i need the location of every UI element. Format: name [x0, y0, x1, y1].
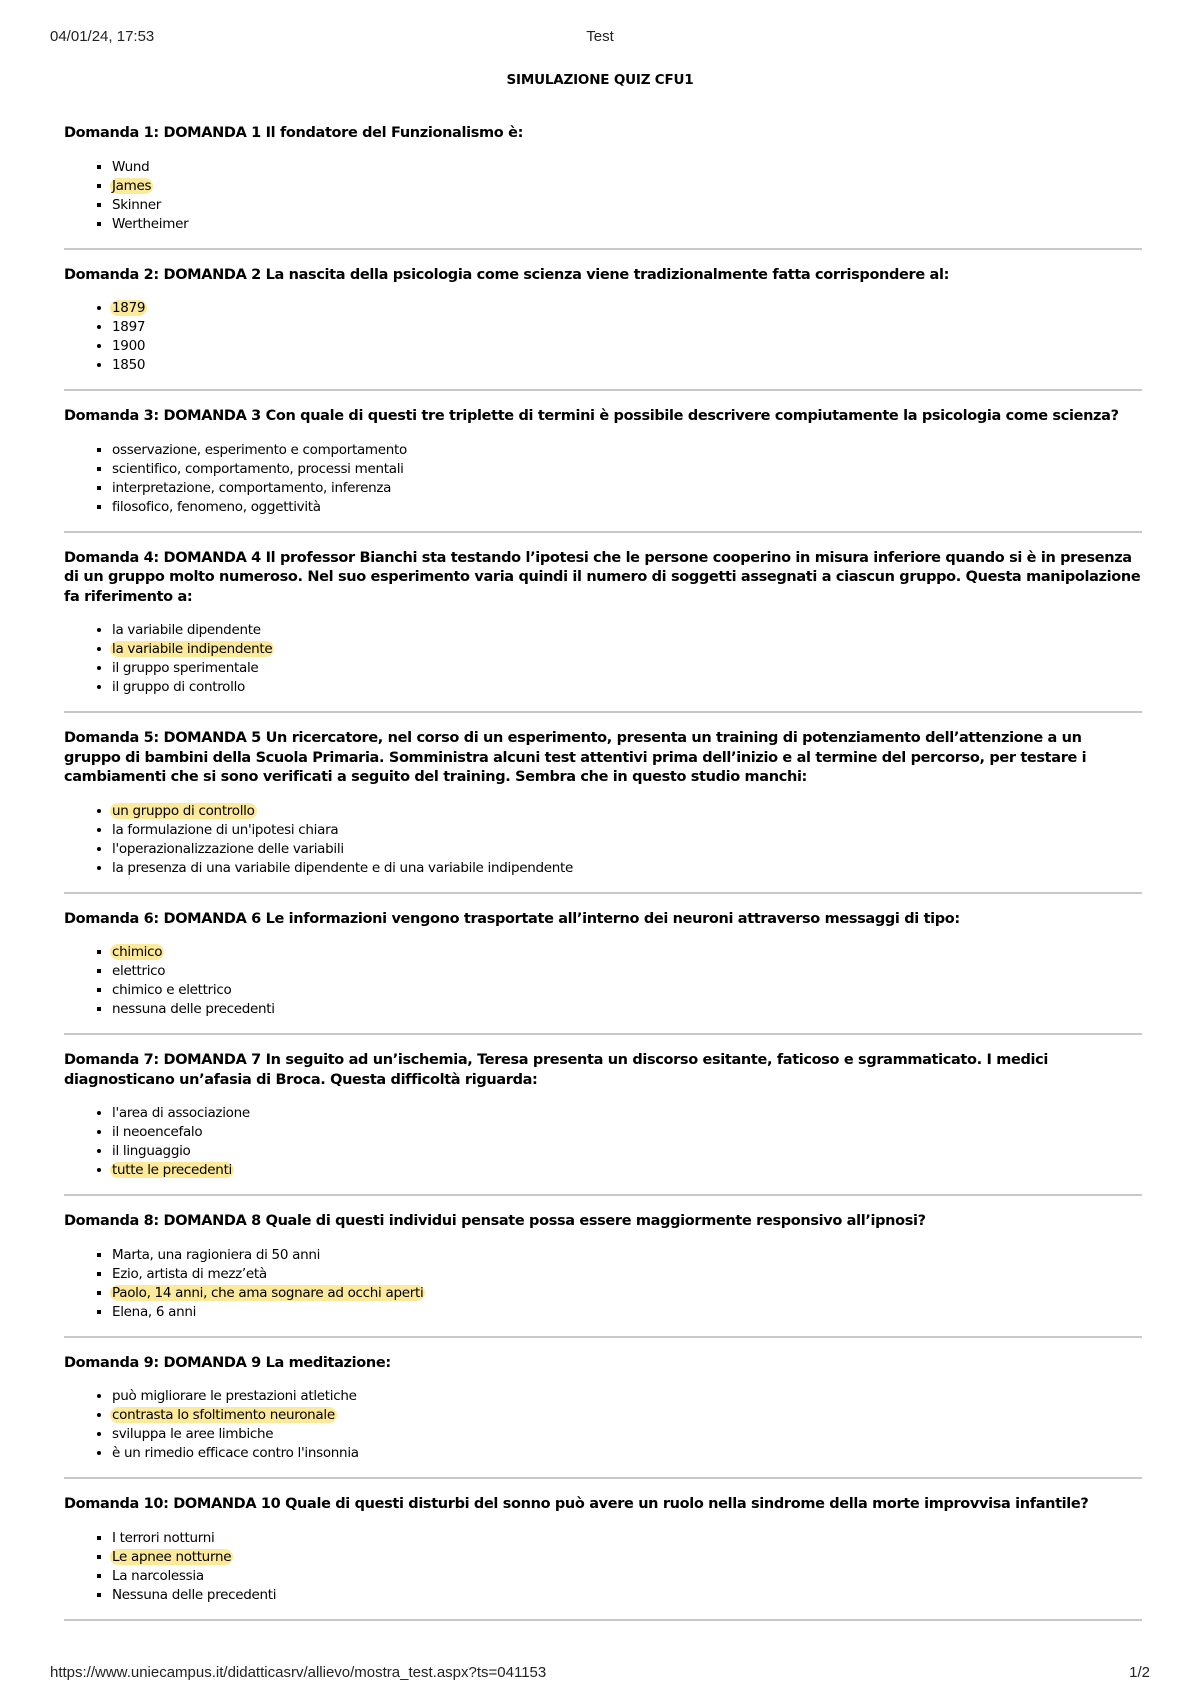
answer-item	[112, 177, 1142, 196]
answer-text: 1897	[112, 319, 146, 335]
question-6	[64, 910, 1142, 1020]
highlighted-answer: contrasta lo sfoltimento neuronale	[112, 1407, 335, 1423]
answer-list	[64, 1246, 1142, 1322]
answer-item	[112, 1548, 1142, 1567]
question-text: Domanda 3: DOMANDA 3 Con quale di questi tre triplette di termini è possibile descrivere compiutamente la psicologia come scienza?	[64, 408, 1119, 424]
answer-text: filosofico, fenomeno, oggettività	[112, 498, 321, 515]
answer-item	[112, 1284, 1142, 1303]
answer-text: l'area di associazione	[112, 1105, 250, 1121]
question-text: Domanda 1: DOMANDA 1 Il fondatore del Funzionalismo è:	[64, 125, 524, 141]
answer-item	[112, 1425, 1142, 1444]
document-title: SIMULAZIONE QUIZ CFU1	[506, 72, 694, 88]
print-footer	[50, 1664, 1150, 1684]
answer-item	[112, 356, 1142, 375]
answer-item	[112, 1246, 1142, 1265]
answer-item	[112, 441, 1142, 460]
separator	[64, 248, 1142, 250]
answer-item	[112, 1161, 1142, 1180]
answer-text: elettrico	[112, 963, 166, 979]
answer-text: il neoencefalo	[112, 1124, 203, 1140]
answer-text: può migliorare le prestazioni atletiche	[112, 1388, 357, 1404]
highlighted-answer: la variabile indipendente	[112, 641, 273, 657]
answer-item	[112, 802, 1142, 821]
answer-item	[112, 1303, 1142, 1322]
separator	[64, 1619, 1142, 1621]
question-text: Domanda 5: DOMANDA 5 Un ricercatore, nel corso di un esperimento, presenta un training di potenziamento dell’attenzione a un gruppo di bambini della Scuola Primaria. Somministra alcuni test attentivi prima dell’inizio e al termine del percorso, per testare i cambiamenti che si sono verificati a seguito del training. Sembra che in questo studio manchi:	[64, 730, 1087, 785]
question-9	[64, 1354, 1142, 1464]
answer-text: la presenza di una variabile dipendente e di una variabile indipendente	[112, 859, 574, 876]
print-page-title: Test	[586, 28, 614, 45]
separator	[64, 892, 1142, 894]
highlighted-answer: tutte le precedenti	[112, 1162, 233, 1178]
answer-text: scientifico, comportamento, processi mentali	[112, 460, 404, 477]
answer-item	[112, 318, 1142, 337]
separator	[64, 1194, 1142, 1196]
separator	[64, 531, 1142, 533]
separator	[64, 1033, 1142, 1035]
page-number: 1/2	[1129, 1664, 1150, 1681]
answer-text: 1850	[112, 357, 146, 373]
question-5	[64, 729, 1142, 878]
answer-item	[112, 299, 1142, 318]
highlighted-answer: chimico	[112, 944, 163, 960]
answer-list	[64, 1104, 1142, 1180]
separator	[64, 1336, 1142, 1338]
answer-item	[112, 821, 1142, 840]
answer-item	[112, 1444, 1142, 1463]
answer-item	[112, 962, 1142, 981]
answer-item	[112, 1265, 1142, 1284]
answer-text: Ezio, artista di mezz’età	[112, 1265, 267, 1282]
answer-item	[112, 337, 1142, 356]
answer-item	[112, 621, 1142, 640]
answer-list	[64, 621, 1142, 697]
separator	[64, 711, 1142, 713]
answer-item	[112, 1567, 1142, 1586]
answer-item	[112, 1104, 1142, 1123]
answer-item	[112, 981, 1142, 1000]
answer-item	[112, 1586, 1142, 1605]
answer-text: nessuna delle precedenti	[112, 1001, 275, 1017]
question-text: Domanda 8: DOMANDA 8 Quale di questi individui pensate possa essere maggiormente responsivo all’ipnosi?	[64, 1213, 926, 1229]
answer-text: Elena, 6 anni	[112, 1303, 197, 1320]
answer-text: Wund	[112, 158, 150, 175]
answer-text: Skinner	[112, 196, 162, 213]
question-7	[64, 1051, 1142, 1180]
highlighted-answer: 1879	[112, 300, 146, 316]
answer-text: chimico e elettrico	[112, 982, 232, 998]
answer-item	[112, 678, 1142, 697]
highlighted-answer: un gruppo di controllo	[112, 802, 255, 819]
separator	[64, 389, 1142, 391]
answer-item	[112, 215, 1142, 234]
answer-list	[64, 802, 1142, 878]
answer-text: la formulazione di un'ipotesi chiara	[112, 821, 339, 838]
answer-text: il gruppo sperimentale	[112, 660, 259, 676]
answer-item	[112, 1529, 1142, 1548]
answer-item	[112, 943, 1142, 962]
answer-list	[64, 943, 1142, 1019]
answer-item	[112, 1406, 1142, 1425]
question-text: Domanda 9: DOMANDA 9 La meditazione:	[64, 1354, 391, 1371]
separator	[64, 1477, 1142, 1479]
answer-text: Marta, una ragioniera di 50 anni	[112, 1246, 321, 1263]
question-1	[64, 124, 1142, 234]
answer-list	[64, 299, 1142, 375]
answer-text: 1900	[112, 338, 146, 354]
answer-item	[112, 1123, 1142, 1142]
answer-text: Wertheimer	[112, 215, 189, 232]
highlighted-answer: James	[112, 177, 152, 194]
quiz-content	[64, 124, 1142, 1637]
answer-list	[64, 1387, 1142, 1463]
question-2	[64, 266, 1142, 376]
answer-item	[112, 460, 1142, 479]
answer-item	[112, 1387, 1142, 1406]
highlighted-answer: Le apnee notturne	[112, 1548, 232, 1565]
question-text: Domanda 6: DOMANDA 6 Le informazioni vengono trasportate all’interno dei neuroni attraverso messaggi di tipo:	[64, 910, 960, 927]
highlighted-answer: Paolo, 14 anni, che ama sognare ad occhi aperti	[112, 1284, 424, 1301]
answer-item	[112, 840, 1142, 859]
question-text: Domanda 4: DOMANDA 4 Il professor Bianchi sta testando l’ipotesi che le persone cooperino in misura inferiore quando si è in presenza di un gruppo molto numeroso. Nel suo esperimento varia quindi il numero di soggetti assegnati a ciascun gruppo. Questa manipolazione fa riferimento a:	[64, 549, 1141, 605]
answer-text: il linguaggio	[112, 1143, 191, 1159]
answer-item	[112, 479, 1142, 498]
answer-text: l'operazionalizzazione delle variabili	[112, 840, 344, 857]
answer-text: La narcolessia	[112, 1567, 204, 1584]
answer-text: la variabile dipendente	[112, 622, 261, 638]
answer-list	[64, 441, 1142, 517]
answer-item	[112, 640, 1142, 659]
question-3	[64, 407, 1142, 517]
answer-item	[112, 1000, 1142, 1019]
question-text: Domanda 7: DOMANDA 7 In seguito ad un’ischemia, Teresa presenta un discorso esitante, faticoso e sgrammaticato. I medici diagnosticano un’afasia di Broca. Questa difficoltà riguarda:	[64, 1052, 1048, 1088]
answer-item	[112, 498, 1142, 517]
question-8	[64, 1212, 1142, 1322]
answer-item	[112, 859, 1142, 878]
answer-text: sviluppa le aree limbiche	[112, 1426, 274, 1442]
answer-item	[112, 158, 1142, 177]
question-text: Domanda 2: DOMANDA 2 La nascita della psicologia come scienza viene tradizionalmente fatta corrispondere al:	[64, 266, 950, 283]
answer-text: il gruppo di controllo	[112, 679, 245, 695]
answer-text: è un rimedio efficace contro l'insonnia	[112, 1445, 359, 1461]
answer-item	[112, 1142, 1142, 1161]
question-4	[64, 549, 1142, 698]
print-url: https://www.uniecampus.it/didatticasrv/allievo/mostra_test.aspx?ts=041153	[50, 1664, 547, 1681]
answer-list	[64, 1529, 1142, 1605]
answer-item	[112, 659, 1142, 678]
answer-list	[64, 158, 1142, 234]
question-text: Domanda 10: DOMANDA 10 Quale di questi disturbi del sonno può avere un ruolo nella sindrome della morte improvvisa infantile?	[64, 1496, 1089, 1512]
answer-text: I terrori notturni	[112, 1529, 215, 1546]
answer-text: interpretazione, comportamento, inferenza	[112, 479, 392, 496]
print-header	[50, 28, 1150, 48]
answer-text: osservazione, esperimento e comportamento	[112, 441, 407, 458]
question-10	[64, 1495, 1142, 1605]
answer-text: Nessuna delle precedenti	[112, 1586, 277, 1603]
answer-item	[112, 196, 1142, 215]
print-date: 04/01/24, 17:53	[50, 28, 155, 45]
